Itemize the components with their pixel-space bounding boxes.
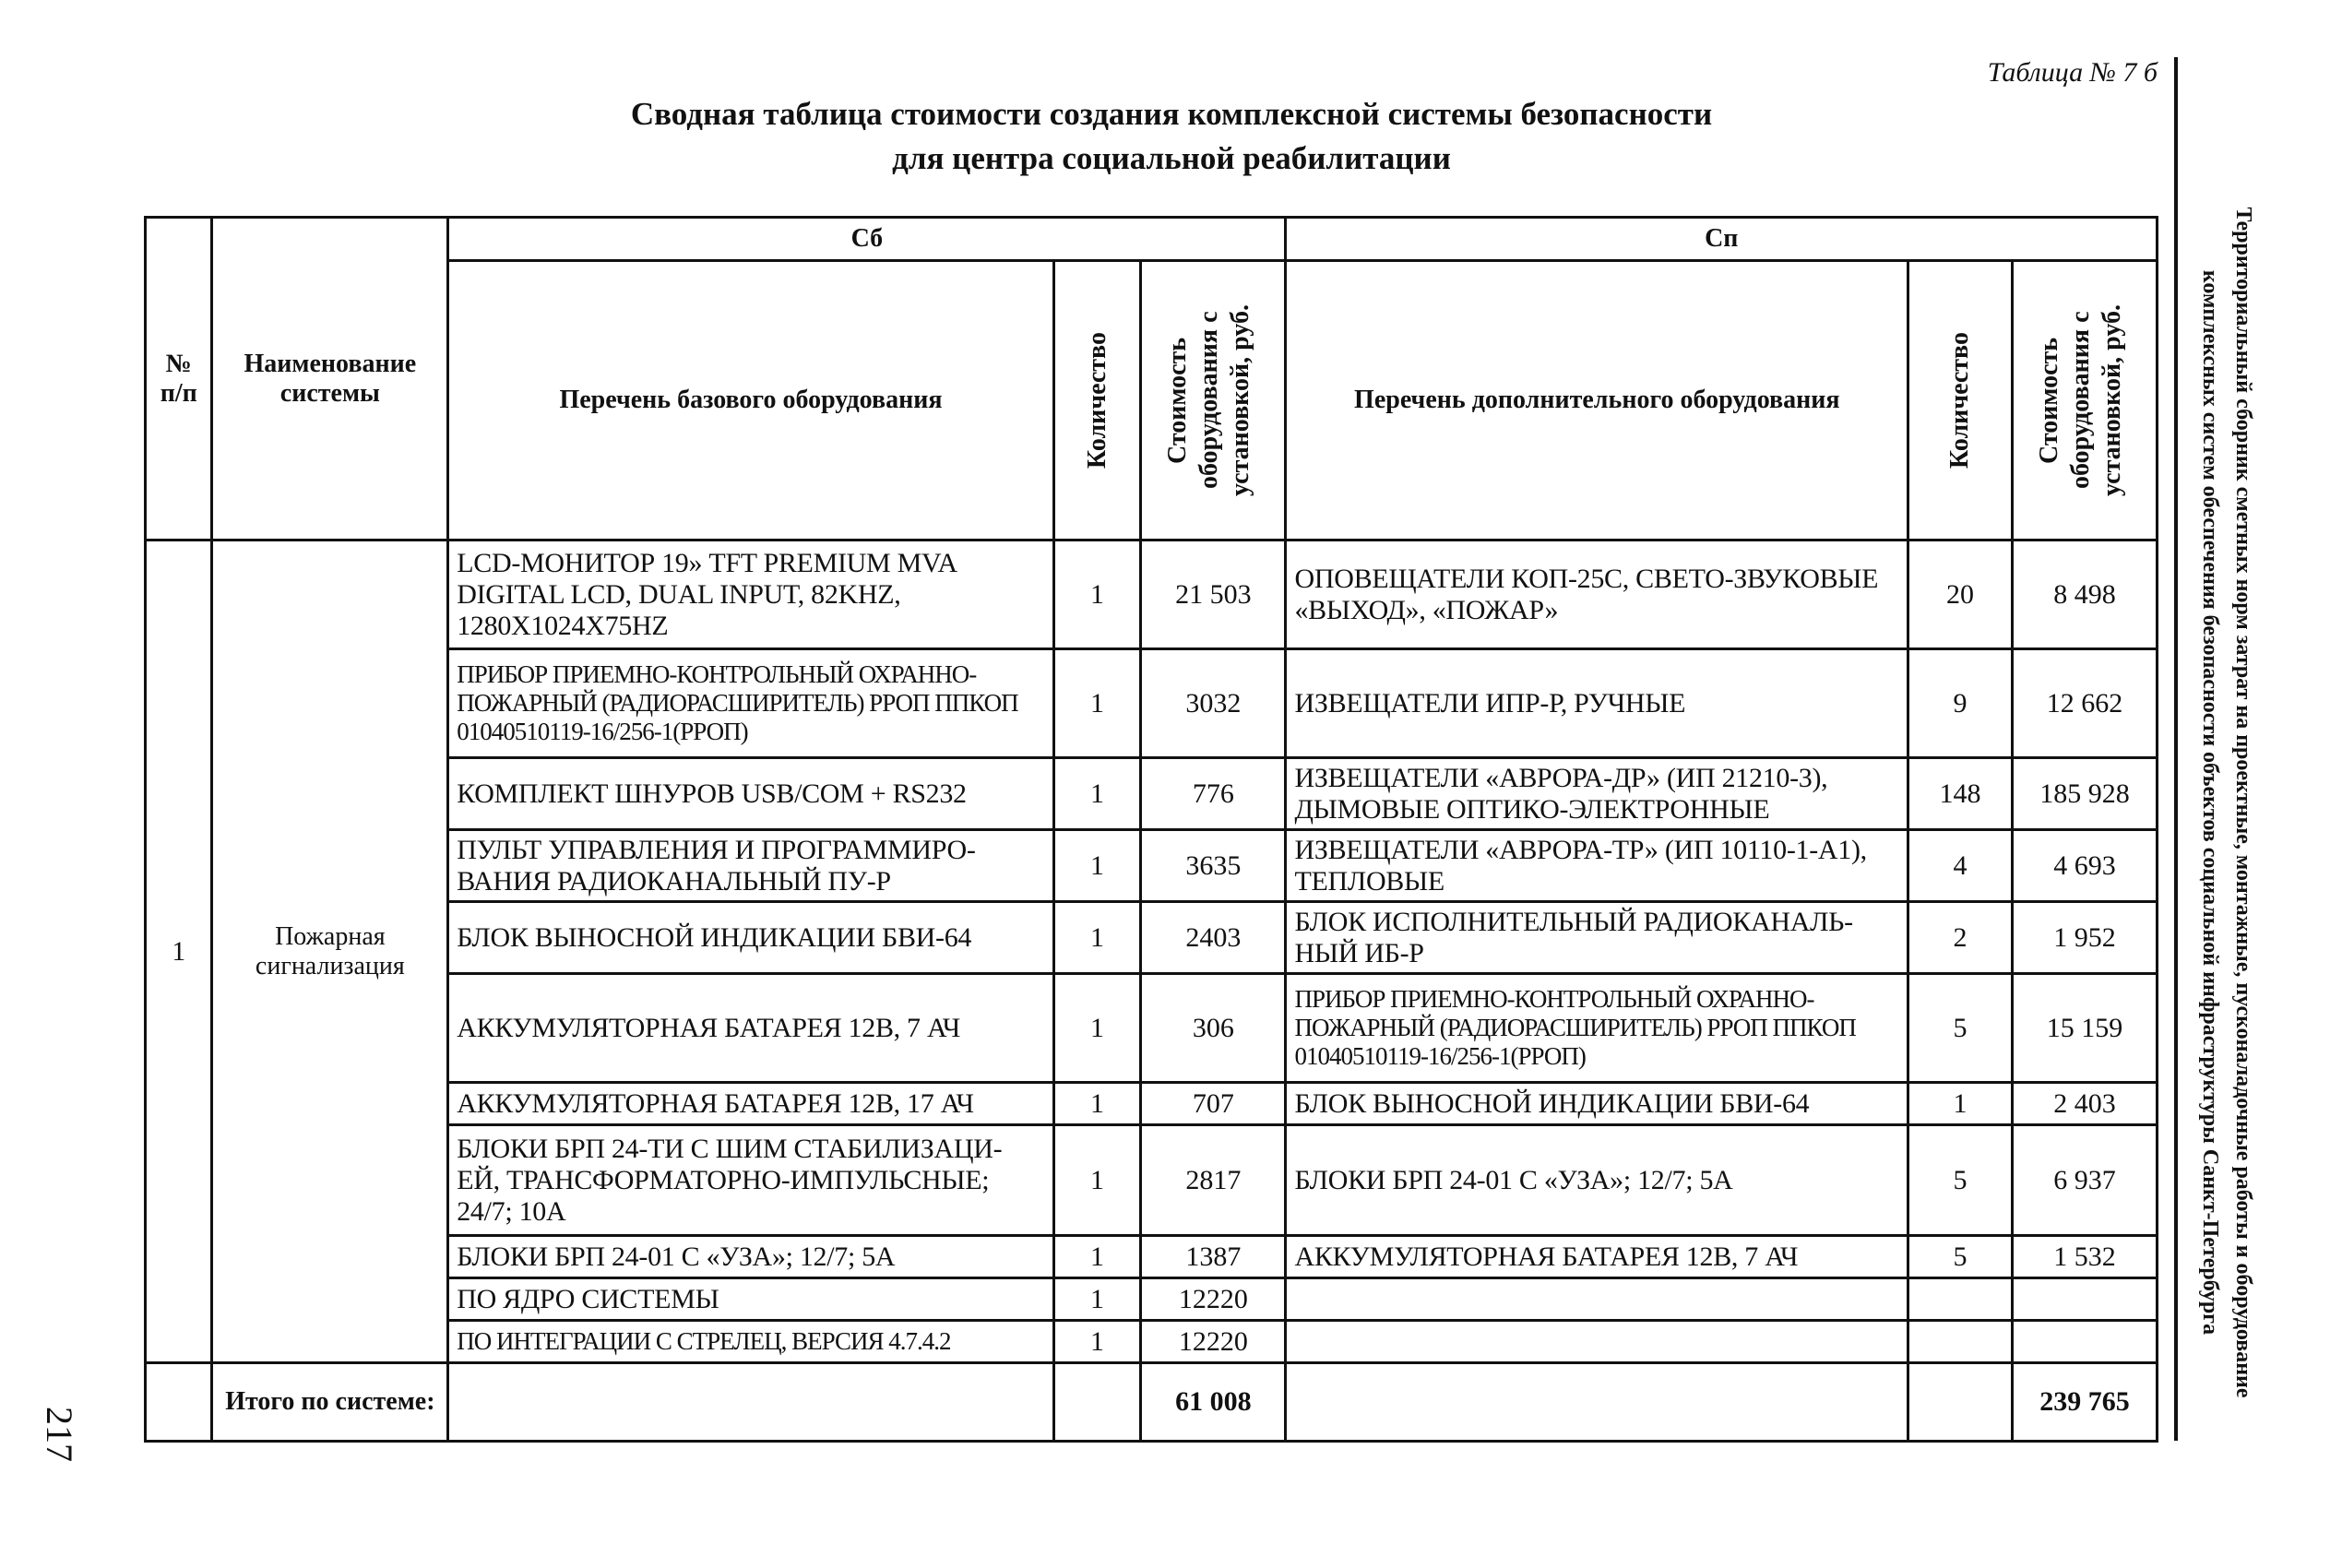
base-item: КОМПЛЕКТ ШНУРОВ USB/COM + RS232 [448,758,1054,830]
extra-item: ИЗВЕЩАТЕЛИ ИПР-Р, РУЧНЫЕ [1286,649,1908,758]
base-qty: 1 [1053,1083,1141,1125]
base-qty: 1 [1053,902,1141,974]
header-extra-list: Перечень дополнительного оборудования [1286,261,1908,540]
total-row [146,1363,2158,1442]
base-cost: 2403 [1141,902,1286,974]
title-line-1: Сводная таблица стоимости создания комплексной системы безопасности [630,96,1713,132]
extra-item [1286,1321,1908,1363]
header-group-base: Сб [448,218,1286,261]
header-qty2-text: Количество [1944,331,1974,469]
base-qty: 1 [1053,758,1141,830]
base-cost: 306 [1141,974,1286,1083]
header-cost [1141,261,1286,540]
extra-item: ОПОВЕЩАТЕЛИ КОП-25С, СВЕТО-ЗВУКОВЫЕ «ВЫХОД», «ПОЖАР» [1286,540,1908,649]
base-item: БЛОКИ БРП 24-ТИ С ШИМ СТАБИЛИЗАЦИ-ЕЙ, ТРАНСФОРМАТОРНО-ИМПУЛЬСНЫЕ; 24/7; 10А [448,1125,1054,1236]
base-item: ПУЛЬТ УПРАВЛЕНИЯ И ПРОГРАММИРО-ВАНИЯ РАДИОКАНАЛЬНЫЙ ПУ-Р [448,830,1054,902]
extra-item: БЛОКИ БРП 24-01 С «УЗА»; 12/7; 5А [1286,1125,1908,1236]
extra-qty [1908,1321,2013,1363]
base-cost: 3635 [1141,830,1286,902]
base-cost: 12220 [1141,1278,1286,1321]
base-qty: 1 [1053,974,1141,1083]
extra-qty: 5 [1908,1125,2013,1236]
header-cost2 [2012,261,2157,540]
system-number: 1 [146,540,212,1363]
extra-qty: 20 [1908,540,2013,649]
base-item: ПО ЯДРО СИСТЕМЫ [448,1278,1054,1321]
base-item: LCD-МОНИТОР 19» TFT PREMIUM MVA DIGITAL LCD, DUAL INPUT, 82KHZ, 1280X1024X75HZ [448,540,1054,649]
base-cost: 2817 [1141,1125,1286,1236]
extra-qty: 5 [1908,974,2013,1083]
base-qty: 1 [1053,830,1141,902]
base-qty: 1 [1053,1236,1141,1278]
header-base-list: Перечень базового оборудования [448,261,1054,540]
header-group-extra: Сп [1286,218,2158,261]
base-cost: 1387 [1141,1236,1286,1278]
total-empty-extra [1286,1363,1908,1442]
extra-item: БЛОК ВЫНОСНОЙ ИНДИКАЦИИ БВИ-64 [1286,1083,1908,1125]
total-empty-num [146,1363,212,1442]
base-qty: 1 [1053,1321,1141,1363]
header-system: Наименование системы [212,218,448,540]
total-base-cost: 61 008 [1141,1363,1286,1442]
extra-item: ПРИБОР ПРИЕМНО-КОНТРОЛЬНЫЙ ОХРАННО-ПОЖАРНЫЙ (РАДИОРАСШИРИТЕЛЬ) РРОП ППКОП 01040510119-16/256-1(РРОП) [1286,974,1908,1083]
table-number-label: Таблица № 7 б [1987,57,2158,88]
extra-qty [1908,1278,2013,1321]
total-extra-cost: 239 765 [2012,1363,2157,1442]
extra-qty: 1 [1908,1083,2013,1125]
base-qty: 1 [1053,540,1141,649]
page-number [38,1407,81,1462]
header-qty2 [1908,261,2013,540]
extra-item: ИЗВЕЩАТЕЛИ «АВРОРА-ДР» (ИП 21210-3), ДЫМОВЫЕ ОПТИКО-ЭЛЕКТРОННЫЕ [1286,758,1908,830]
header-num: № п/п [146,218,212,540]
base-item: АККУМУЛЯТОРНАЯ БАТАРЕЯ 12В, 17 АЧ [448,1083,1054,1125]
base-cost: 12220 [1141,1321,1286,1363]
header-row-groups [146,218,2158,261]
extra-qty: 9 [1908,649,2013,758]
base-qty: 1 [1053,1125,1141,1236]
extra-cost: 8 498 [2012,540,2157,649]
header-qty [1053,261,1141,540]
header-cost-text: Стоимость оборудования с установкой, руб. [1163,304,1255,496]
header-cost2-text: Стоимость оборудования с установкой, руб. [2034,304,2126,496]
base-item: БЛОК ВЫНОСНОЙ ИНДИКАЦИИ БВИ-64 [448,902,1054,974]
extra-cost [2012,1321,2157,1363]
base-cost: 707 [1141,1083,1286,1125]
extra-item: ИЗВЕЩАТЕЛИ «АВРОРА-ТР» (ИП 10110-1-А1), ТЕПЛОВЫЕ [1286,830,1908,902]
extra-cost: 12 662 [2012,649,2157,758]
extra-qty: 4 [1908,830,2013,902]
header-qty-text: Количество [1082,331,1112,469]
system-name: Пожарная сигнализация [212,540,448,1363]
extra-qty: 2 [1908,902,2013,974]
extra-item: АККУМУЛЯТОРНАЯ БАТАРЕЯ 12В, 7 АЧ [1286,1236,1908,1278]
base-cost: 21 503 [1141,540,1286,649]
total-empty-qty2 [1908,1363,2013,1442]
side-caption [2186,148,2260,1457]
base-qty: 1 [1053,649,1141,758]
table-row [146,540,2158,649]
margin-rule [2174,57,2178,1441]
base-cost: 776 [1141,758,1286,830]
side-caption-text: Территориальный сборник сметных норм затрат на проектные, монтажные, пусконаладочные работы и оборудование комплексных систем обеспечения безопасности объектов социальной инфраструктуры Санкт-Петербурга [2198,207,2255,1398]
title-line-2: для центра социальной реабилитации [892,140,1451,176]
extra-qty: 148 [1908,758,2013,830]
base-item: ПРИБОР ПРИЕМНО-КОНТРОЛЬНЫЙ ОХРАННО-ПОЖАРНЫЙ (РАДИОРАСШИРИТЕЛЬ) РРОП ППКОП 01040510119-16/256-1(РРОП) [448,649,1054,758]
extra-cost [2012,1278,2157,1321]
extra-item [1286,1278,1908,1321]
extra-cost: 15 159 [2012,974,2157,1083]
extra-cost: 185 928 [2012,758,2157,830]
extra-cost: 2 403 [2012,1083,2157,1125]
page-number-text: 217 [39,1407,80,1462]
extra-cost: 1 952 [2012,902,2157,974]
base-item: БЛОКИ БРП 24-01 С «УЗА»; 12/7; 5А [448,1236,1054,1278]
page-title [148,92,2195,181]
extra-cost: 6 937 [2012,1125,2157,1236]
base-item: АККУМУЛЯТОРНАЯ БАТАРЕЯ 12В, 7 АЧ [448,974,1054,1083]
extra-cost: 1 532 [2012,1236,2157,1278]
base-qty: 1 [1053,1278,1141,1321]
base-cost: 3032 [1141,649,1286,758]
cost-summary-table [144,216,2158,1443]
base-item: ПО ИНТЕГРАЦИИ С СТРЕЛЕЦ, ВЕРСИЯ 4.7.4.2 [448,1321,1054,1363]
extra-qty: 5 [1908,1236,2013,1278]
extra-cost: 4 693 [2012,830,2157,902]
extra-item: БЛОК ИСПОЛНИТЕЛЬНЫЙ РАДИОКАНАЛЬ-НЫЙ ИБ-Р [1286,902,1908,974]
total-empty-qty [1053,1363,1141,1442]
total-empty-base [448,1363,1054,1442]
total-label: Итого по системе: [212,1363,448,1442]
